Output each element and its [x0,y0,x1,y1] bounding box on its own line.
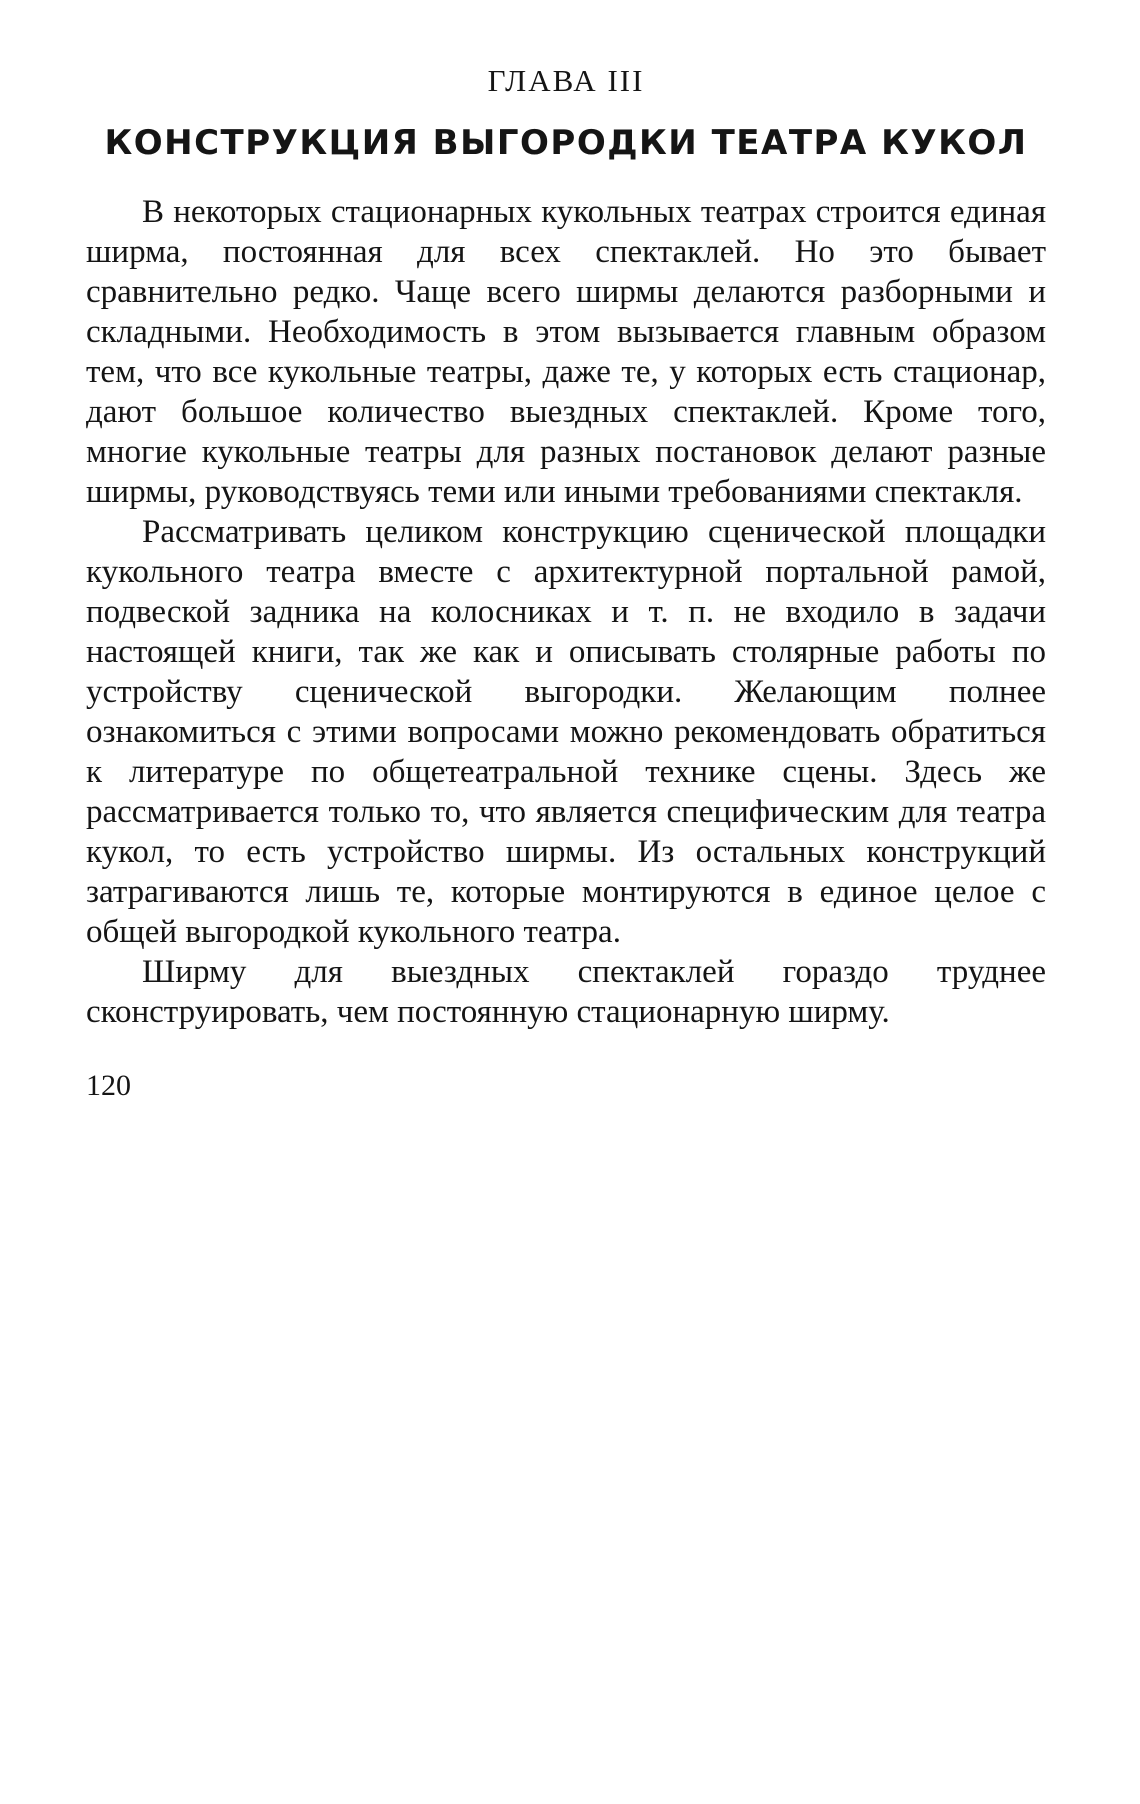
paragraph-1: В некоторых стационарных кукольных театрах строится единая ширма, постоянная для всех спектаклей. Но это бывает сравнительно редко. Чаще всего ширмы делаются разборными и складными. Необходимость в этом вызывается главным образом тем, что все кукольные театры, даже те, у которых есть стационар, дают большое количество выездных спектаклей. Кроме того, многие кукольные театры для разных постановок делают разные ширмы, руководствуясь теми или иными требованиями спектакля. [86,193,1046,510]
page-number: 120 [86,1068,131,1102]
paragraph-3: Ширму для выездных спектаклей гораздо труднее сконструировать, чем постоянную стационарную ширму. [86,953,1046,1030]
paragraph-2: Рассматривать целиком конструкцию сценической площадки кукольного театра вместе с архитектурной портальной рамой, подвеской задника на колосниках и т. п. не входило в задачи настоящей книги, так же как и описывать столярные работы по устройству сценической выгородки. Желающим полнее ознакомиться с этими вопросами можно рекомендовать обратиться к литературе по общетеатральной технике сцены. Здесь же рассматривается только то, что является специфическим для театра кукол, то есть устройство ширмы. Из остальных конструкций затрагиваются лишь те, которые монтируются в единое целое с общей выгородкой кукольного театра. [86,513,1046,950]
chapter-label: ГЛАВА III [487,63,645,98]
chapter-title: КОНСТРУКЦИЯ ВЫГОРОДКИ ТЕАТРА КУКОЛ [104,123,1028,164]
book-page [86,62,1046,1104]
